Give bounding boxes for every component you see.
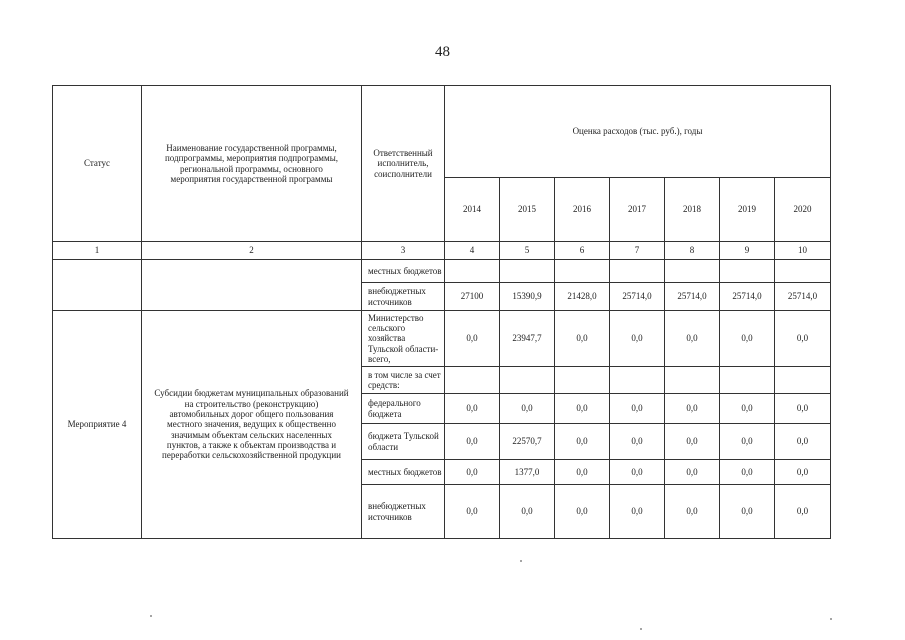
value-cell: 0,0 xyxy=(445,311,500,367)
page-number: 48 xyxy=(435,44,450,60)
column-number: 7 xyxy=(610,242,665,260)
value-cell: 21428,0 xyxy=(555,283,610,311)
value-cell: 0,0 xyxy=(720,311,775,367)
value-cell: 0,0 xyxy=(775,394,831,424)
column-number: 1 xyxy=(53,242,142,260)
funding-source: Министерство сельского хозяйства Тульской области- всего, xyxy=(362,311,445,367)
scan-speck xyxy=(830,618,832,620)
column-number: 4 xyxy=(445,242,500,260)
scan-speck xyxy=(150,615,152,617)
funding-source: федерального бюджета xyxy=(362,394,445,424)
value-cell: 0,0 xyxy=(555,485,610,539)
measure-name: Субсидии бюджетам муниципальных образований на строительство (реконструкцию) автомобильных дорог общего пользования местного значения, ведущих к общественно значимым объектам сельских населенных пунктов, а также к объектам производства и переработки сельскохозяйственной продукции xyxy=(142,311,362,539)
value-cell: 0,0 xyxy=(445,460,500,485)
value-cell: 0,0 xyxy=(720,424,775,460)
value-cell xyxy=(610,260,665,283)
value-cell: 0,0 xyxy=(445,394,500,424)
value-cell: 0,0 xyxy=(610,311,665,367)
header-year: 2015 xyxy=(500,178,555,242)
funding-source: местных бюджетов xyxy=(362,460,445,485)
measure-status: Мероприятие 4 xyxy=(53,311,142,539)
header-costs: Оценка расходов (тыс. руб.), годы xyxy=(445,86,831,178)
value-cell: 25714,0 xyxy=(775,283,831,311)
value-cell: 0,0 xyxy=(610,394,665,424)
value-cell xyxy=(610,367,665,394)
value-cell: 0,0 xyxy=(610,424,665,460)
header-status: Статус xyxy=(53,86,142,242)
table-row xyxy=(53,260,831,283)
value-cell: 0,0 xyxy=(665,311,720,367)
table-row xyxy=(53,311,831,367)
value-cell: 0,0 xyxy=(665,460,720,485)
value-cell: 22570,7 xyxy=(500,424,555,460)
value-cell xyxy=(445,367,500,394)
value-cell: 0,0 xyxy=(720,394,775,424)
value-cell: 25714,0 xyxy=(665,283,720,311)
value-cell: 0,0 xyxy=(665,485,720,539)
value-cell xyxy=(500,260,555,283)
column-number: 6 xyxy=(555,242,610,260)
value-cell: 25714,0 xyxy=(720,283,775,311)
column-number: 10 xyxy=(775,242,831,260)
value-cell: 0,0 xyxy=(445,485,500,539)
header-executor: Ответственный исполнитель, соисполнители xyxy=(362,86,445,242)
value-cell: 0,0 xyxy=(665,424,720,460)
column-number-row xyxy=(53,242,831,260)
value-cell: 0,0 xyxy=(720,460,775,485)
header-name: Наименование государственной программы, подпрограммы, мероприятия подпрограммы, региональной программы, основного мероприятия государственной программы xyxy=(142,86,362,242)
value-cell xyxy=(555,260,610,283)
value-cell: 0,0 xyxy=(500,394,555,424)
scan-speck xyxy=(640,628,642,630)
value-cell: 15390,9 xyxy=(500,283,555,311)
funding-source: в том числе за счет средств: xyxy=(362,367,445,394)
value-cell xyxy=(665,367,720,394)
header-year: 2019 xyxy=(720,178,775,242)
column-number: 8 xyxy=(665,242,720,260)
column-number: 2 xyxy=(142,242,362,260)
header-row xyxy=(53,86,831,178)
name-cell-empty xyxy=(142,260,362,311)
budget-table xyxy=(52,85,831,539)
column-number: 3 xyxy=(362,242,445,260)
value-cell: 0,0 xyxy=(555,424,610,460)
value-cell: 0,0 xyxy=(775,424,831,460)
value-cell: 0,0 xyxy=(555,311,610,367)
value-cell: 0,0 xyxy=(775,311,831,367)
value-cell: 0,0 xyxy=(610,485,665,539)
value-cell: 0,0 xyxy=(775,485,831,539)
value-cell xyxy=(720,367,775,394)
value-cell: 0,0 xyxy=(555,460,610,485)
value-cell: 0,0 xyxy=(445,424,500,460)
funding-source: внебюджетных источников xyxy=(362,485,445,539)
value-cell: 0,0 xyxy=(500,485,555,539)
value-cell: 0,0 xyxy=(555,394,610,424)
header-year: 2014 xyxy=(445,178,500,242)
column-number: 5 xyxy=(500,242,555,260)
value-cell xyxy=(445,260,500,283)
value-cell: 25714,0 xyxy=(610,283,665,311)
value-cell xyxy=(555,367,610,394)
value-cell: 0,0 xyxy=(665,394,720,424)
header-year: 2018 xyxy=(665,178,720,242)
value-cell: 1377,0 xyxy=(500,460,555,485)
funding-source: местных бюджетов xyxy=(362,260,445,283)
scan-speck xyxy=(520,560,522,562)
value-cell: 0,0 xyxy=(720,485,775,539)
header-year: 2016 xyxy=(555,178,610,242)
value-cell xyxy=(775,260,831,283)
funding-source: бюджета Тульской области xyxy=(362,424,445,460)
value-cell xyxy=(500,367,555,394)
value-cell: 27100 xyxy=(445,283,500,311)
value-cell xyxy=(775,367,831,394)
header-year: 2017 xyxy=(610,178,665,242)
value-cell xyxy=(720,260,775,283)
value-cell: 0,0 xyxy=(610,460,665,485)
value-cell: 23947,7 xyxy=(500,311,555,367)
status-cell-empty xyxy=(53,260,142,311)
funding-source: внебюджетных источников xyxy=(362,283,445,311)
value-cell: 0,0 xyxy=(775,460,831,485)
value-cell xyxy=(665,260,720,283)
header-year: 2020 xyxy=(775,178,831,242)
column-number: 9 xyxy=(720,242,775,260)
